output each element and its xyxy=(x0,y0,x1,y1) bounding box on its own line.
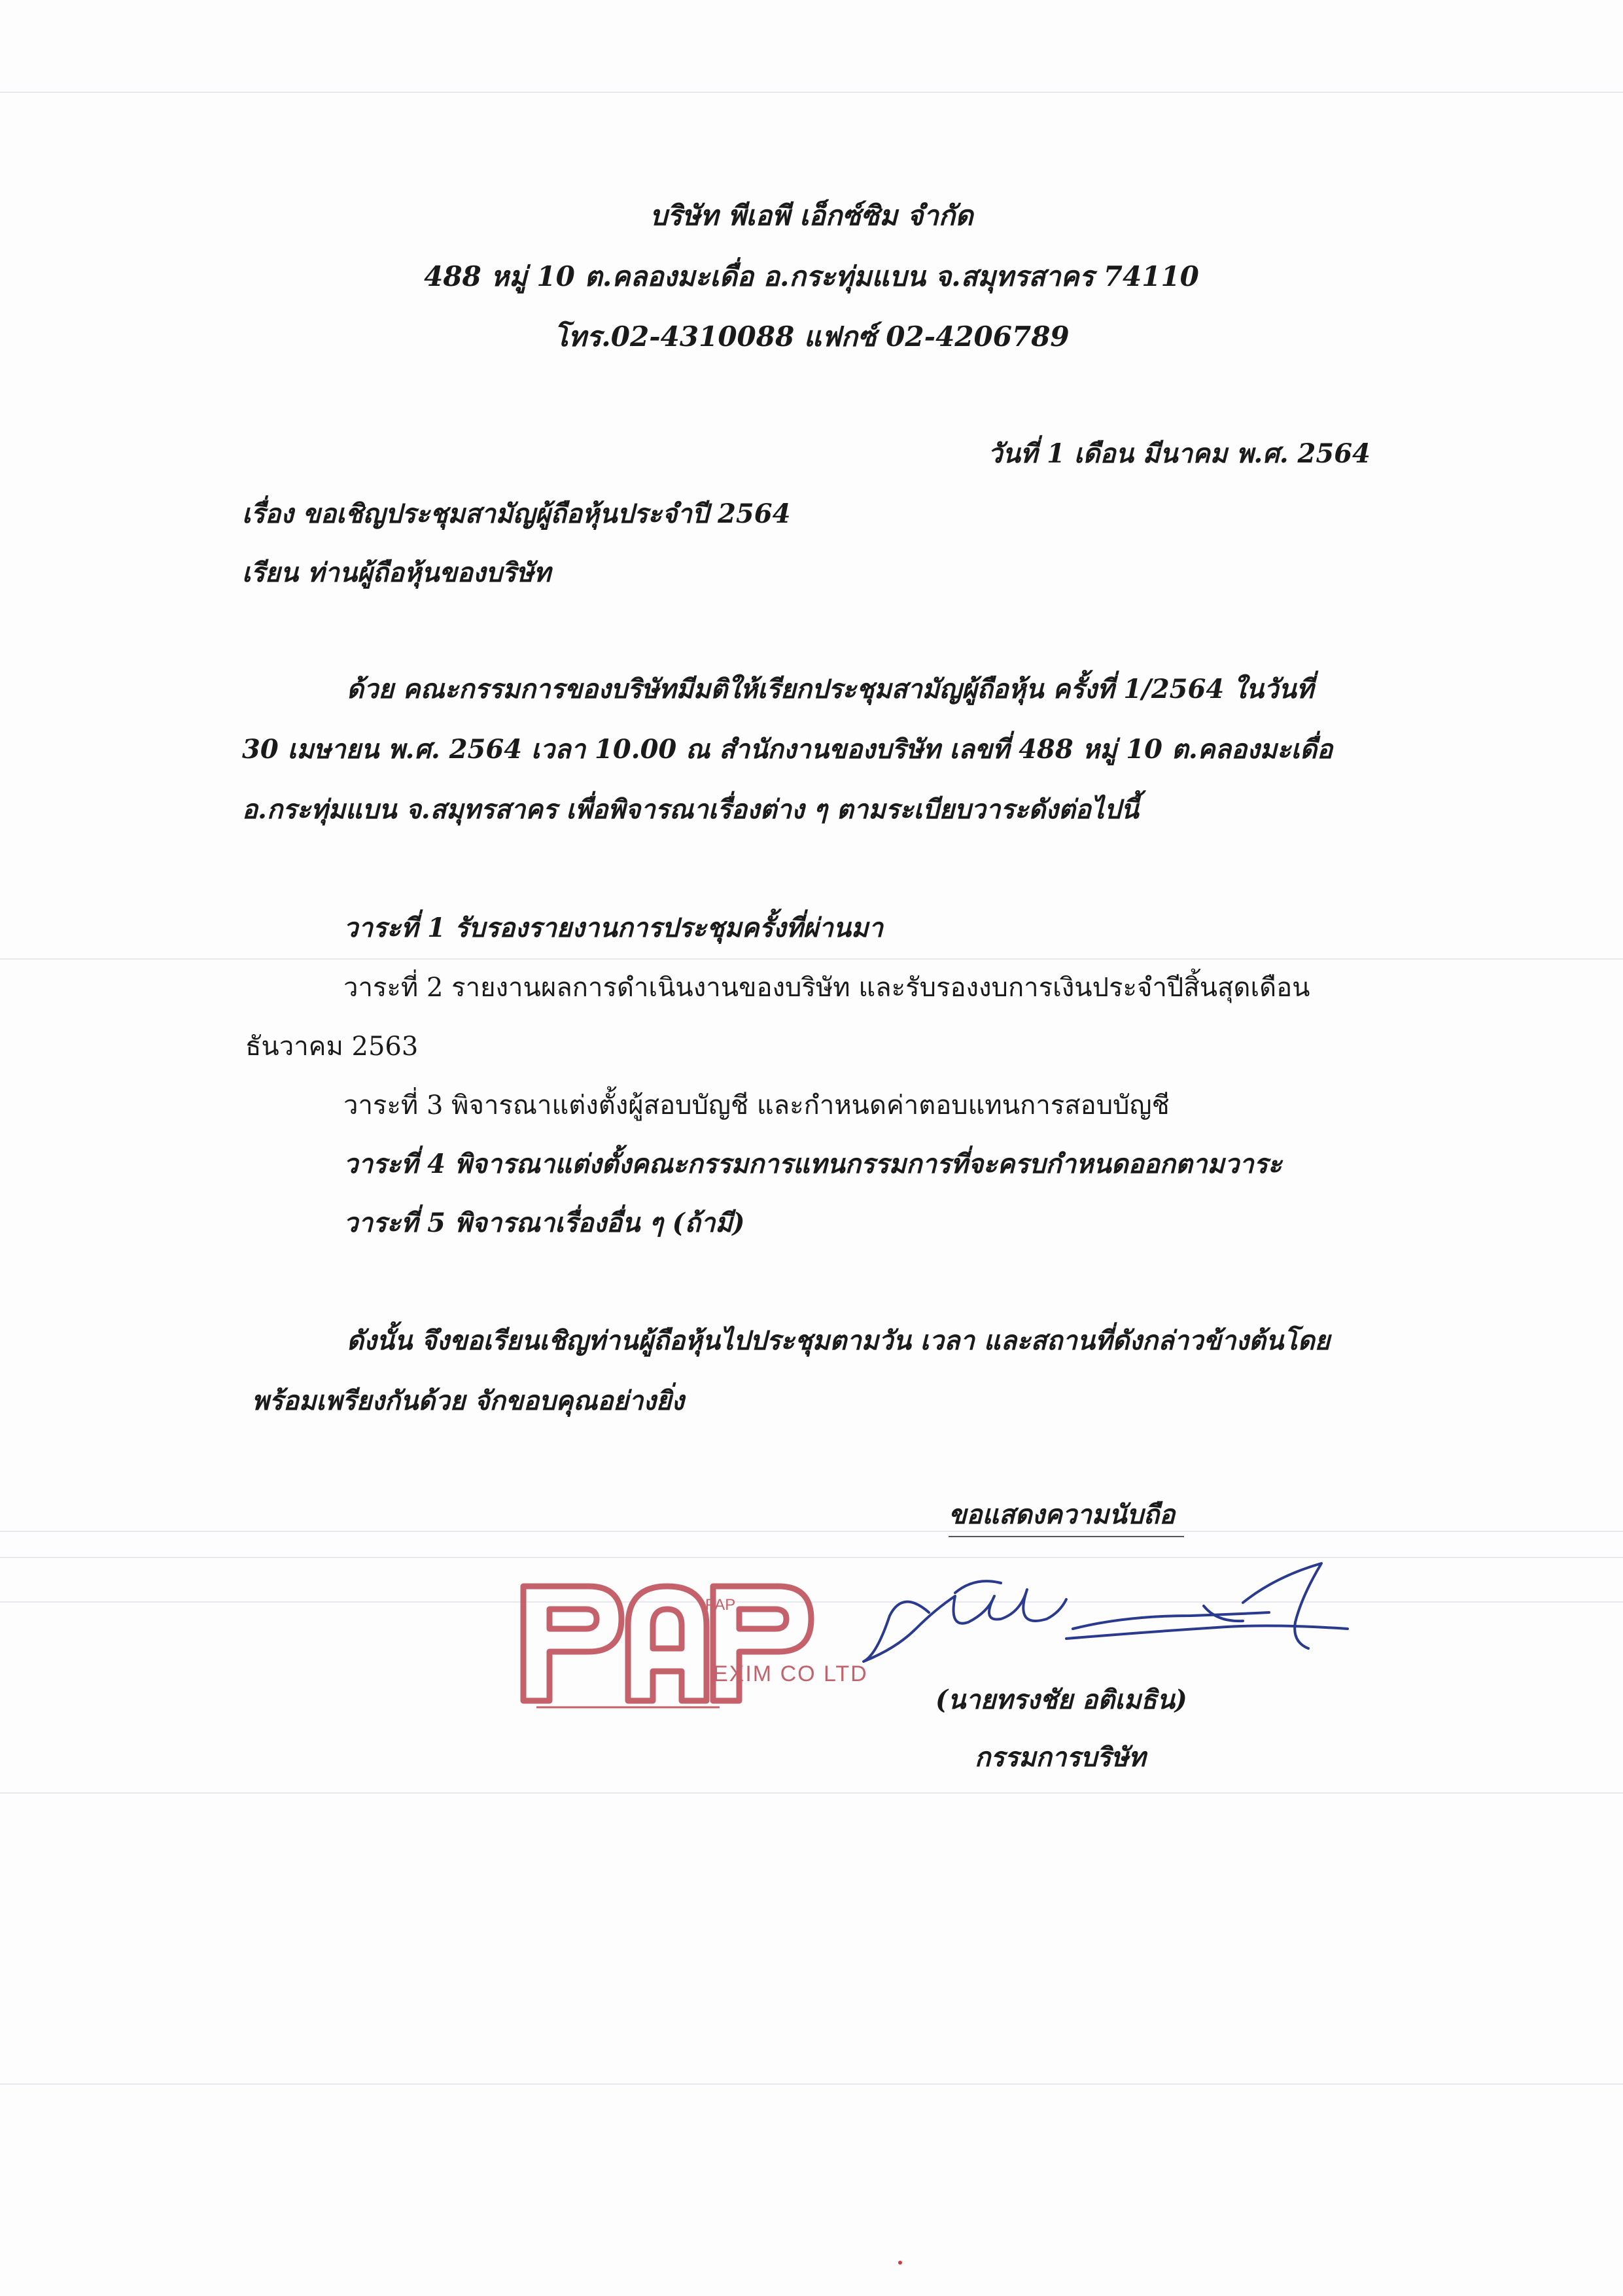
closing-line-1: ดังนั้น จึงขอเรียนเชิญท่านผู้ถือหุ้นไปประชุมตามวัน เวลา และสถานที่ดังกล่าวข้างต้นโดย xyxy=(347,1325,1331,1356)
company-address: 488 หมู่ 10 ต.คลองมะเดื่อ อ.กระทุ่มแบน จ.สมุทรสาคร 74110 xyxy=(424,260,1199,292)
letter-recipient: เรียน ท่านผู้ถือหุ้นของบริษัท xyxy=(242,557,551,588)
salutation-underline xyxy=(949,1536,1184,1537)
intro-line-1: ด้วย คณะกรรมการของบริษัทมีมติให้เรียกประชุมสามัญผู้ถือหุ้น ครั้งที่ 1/2564 ในวันที่ xyxy=(347,674,1314,704)
company-contact: โทร.02-4310088 แฟกซ์ 02-4206789 xyxy=(553,321,1070,353)
agenda-item-5: วาระที่ 5 พิจารณาเรื่องอื่น ๆ (ถ้ามี) xyxy=(343,1208,745,1238)
signatory-name: (นายทรงชัย อติเมธิน) xyxy=(935,1684,1187,1715)
agenda-item-2-cont: ธันวาคม 2563 xyxy=(245,1032,419,1062)
company-stamp-logo xyxy=(510,1567,903,1717)
scan-line xyxy=(0,2083,1623,2085)
intro-line-2: 30 เมษายน พ.ศ. 2564 เวลา 10.00 ณ สำนักงานของบริษัท เลขที่ 488 หมู่ 10 ต.คลองมะเดื่อ xyxy=(242,734,1333,765)
closing-salutation: ขอแสดงความนับถือ xyxy=(949,1499,1176,1530)
scan-line xyxy=(0,1531,1623,1532)
scan-line xyxy=(0,1557,1623,1558)
agenda-item-2: วาระที่ 2 รายงานผลการดำเนินงานของบริษัท และรับรองงบการเงินประจำปีสิ้นสุดเดือน xyxy=(343,973,1310,1003)
stamp-company-text: EXIM CO LTD xyxy=(713,1661,868,1686)
scan-line xyxy=(0,92,1623,93)
signatory-title: กรรมการบริษัท xyxy=(975,1742,1146,1773)
scan-line xyxy=(0,958,1623,960)
agenda-item-1: วาระที่ 1 รับรองรายงานการประชุมครั้งที่ผ่านมา xyxy=(343,913,883,943)
stamp-small-text: PAP xyxy=(705,1596,736,1614)
letter-subject: เรื่อง ขอเชิญประชุมสามัญผู้ถือหุ้นประจำปี 2564 xyxy=(242,498,791,529)
agenda-item-3: วาระที่ 3 พิจารณาแต่งตั้งผู้สอบบัญชี และกำหนดค่าตอบแทนการสอบบัญชี xyxy=(343,1090,1170,1121)
scan-artifact-dot xyxy=(898,2261,902,2265)
intro-line-3: อ.กระทุ่มแบน จ.สมุทรสาคร เพื่อพิจารณาเรื่องต่าง ๆ ตามระเบียบวาระดังต่อไปนี้ xyxy=(242,794,1139,825)
company-name: บริษัท พีเอพี เอ็กซ์ซิม จำกัด xyxy=(650,200,973,232)
closing-line-2: พร้อมเพรียงกันด้วย จักขอบคุณอย่างยิ่ง xyxy=(252,1385,684,1416)
letter-date: วันที่ 1 เดือน มีนาคม พ.ศ. 2564 xyxy=(988,438,1370,469)
scan-line xyxy=(0,1792,1623,1794)
signature-drawing xyxy=(850,1550,1361,1688)
agenda-item-4: วาระที่ 4 พิจารณาแต่งตั้งคณะกรรมการแทนกรรมการที่จะครบกำหนดออกตามวาระ xyxy=(343,1149,1282,1179)
